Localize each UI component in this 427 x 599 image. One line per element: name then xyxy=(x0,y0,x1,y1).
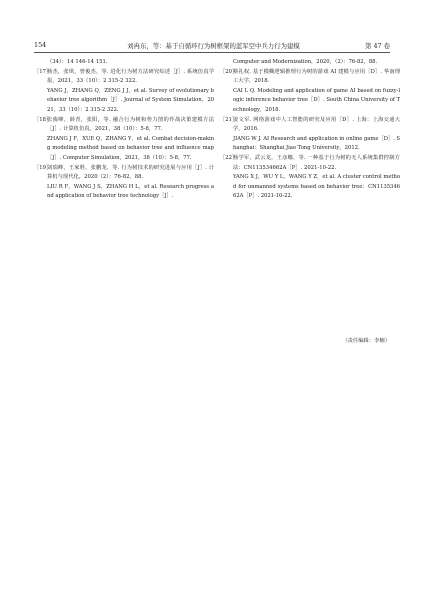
reference-continuation-text: （34）：14 146-14 151. xyxy=(47,59,108,65)
reference-text-en: YANG X J，WU Y L，WANG Y Z，et al. A cluster control method for unmanned systems based on behavior tree：CN113534662A［P］. 2021-10-22. xyxy=(233,174,400,200)
reference-number: ［19］ xyxy=(34,164,52,171)
reference-item-21 xyxy=(220,116,400,154)
reference-continuation xyxy=(220,58,400,68)
volume-label: 第 47 卷 xyxy=(365,42,390,50)
reference-text-en: CAI L Q. Modeling and application of game AI based on fuzzy-logic inference behavior tree［D］. South China University of Technology，2018. xyxy=(233,87,400,113)
reference-number: ［21］ xyxy=(220,116,238,123)
reference-number: ［17］ xyxy=(34,68,52,75)
reference-text-zh: 杨杰，张琪，曾俊杰，等. 进化行为树方法研究综述［J］. 系统仿真学报，2021，33（10）：2 315-2 322. xyxy=(47,68,214,85)
reference-number: ［20］ xyxy=(220,68,238,75)
reference-item-18 xyxy=(34,116,214,164)
header-rule xyxy=(34,52,390,53)
reference-text-zh: 姜文军. 网络游戏中人工智能的研究及应用［D］. 上海：上海交通大学，2016. xyxy=(233,116,400,133)
reference-item-17 xyxy=(34,68,214,116)
reference-text-en: LIU R F，WANG J S，ZHANG H L，et al. Research progress and application of behavior tree technology［J］. xyxy=(47,183,214,200)
editor-note: （责任编辑：李楠） xyxy=(342,338,390,344)
reference-text-en: YANG J，ZHANG Q，ZENG J J，et al. Survey of evolutionary behavior tree algorithm［J］. Journal of System Simulation，2021，33（10）：2 315-2 322. xyxy=(47,87,214,113)
reference-continuation-text: Computer and Modernization，2020，（2）：76-82，88. xyxy=(233,59,378,65)
reference-text-zh: 杨学军，武云龙，王彦娜，等. 一种基于行为树的无人系统集群控制方法：CN113534662A［P］. 2021-10-22. xyxy=(233,154,400,171)
reference-text-zh: 蔡礼权. 基于模糊逻辑推理行为树的游戏 AI 建模与应用［D］. 华南理工大学，2018. xyxy=(233,68,400,85)
reference-text-zh: 刘瑞峰，王家胜，张鹏龙，等. 行为树技术的研究进展与应用［J］. 计算机与现代化，2020（2）：76-82，88. xyxy=(47,164,214,181)
reference-continuation xyxy=(34,58,214,68)
page-number: 154 xyxy=(34,41,47,49)
reference-item-20 xyxy=(220,68,400,116)
reference-text-en: ZHANG J F，XUE Q，ZHANG Y，et al. Combat decision-making modeling method based on behavior tree and influence map［J］. Computer Simulation，2021，38（10）：5-8，77. xyxy=(47,135,214,161)
reference-text-zh: 张俊峰，薛青，张阳，等. 融合行为树和势力图的作战决策建模方法［J］. 计算机仿真，2021，38（10）：5-8，77. xyxy=(47,116,214,133)
reference-item-22 xyxy=(220,154,400,202)
right-column xyxy=(220,58,400,202)
reference-text-en: JIANG W J. AI Research and application in online game［D］. Shanghai：Shanghai Jiao Tong University，2012. xyxy=(233,135,400,152)
reference-number: ［18］ xyxy=(34,116,52,123)
left-column xyxy=(34,58,214,202)
reference-number: ［22］ xyxy=(220,154,238,161)
reference-item-19 xyxy=(34,164,214,202)
running-title: 刘冉东，等：基于自循环行为树框架的蓝军空中兵力行为建模 xyxy=(127,42,300,50)
